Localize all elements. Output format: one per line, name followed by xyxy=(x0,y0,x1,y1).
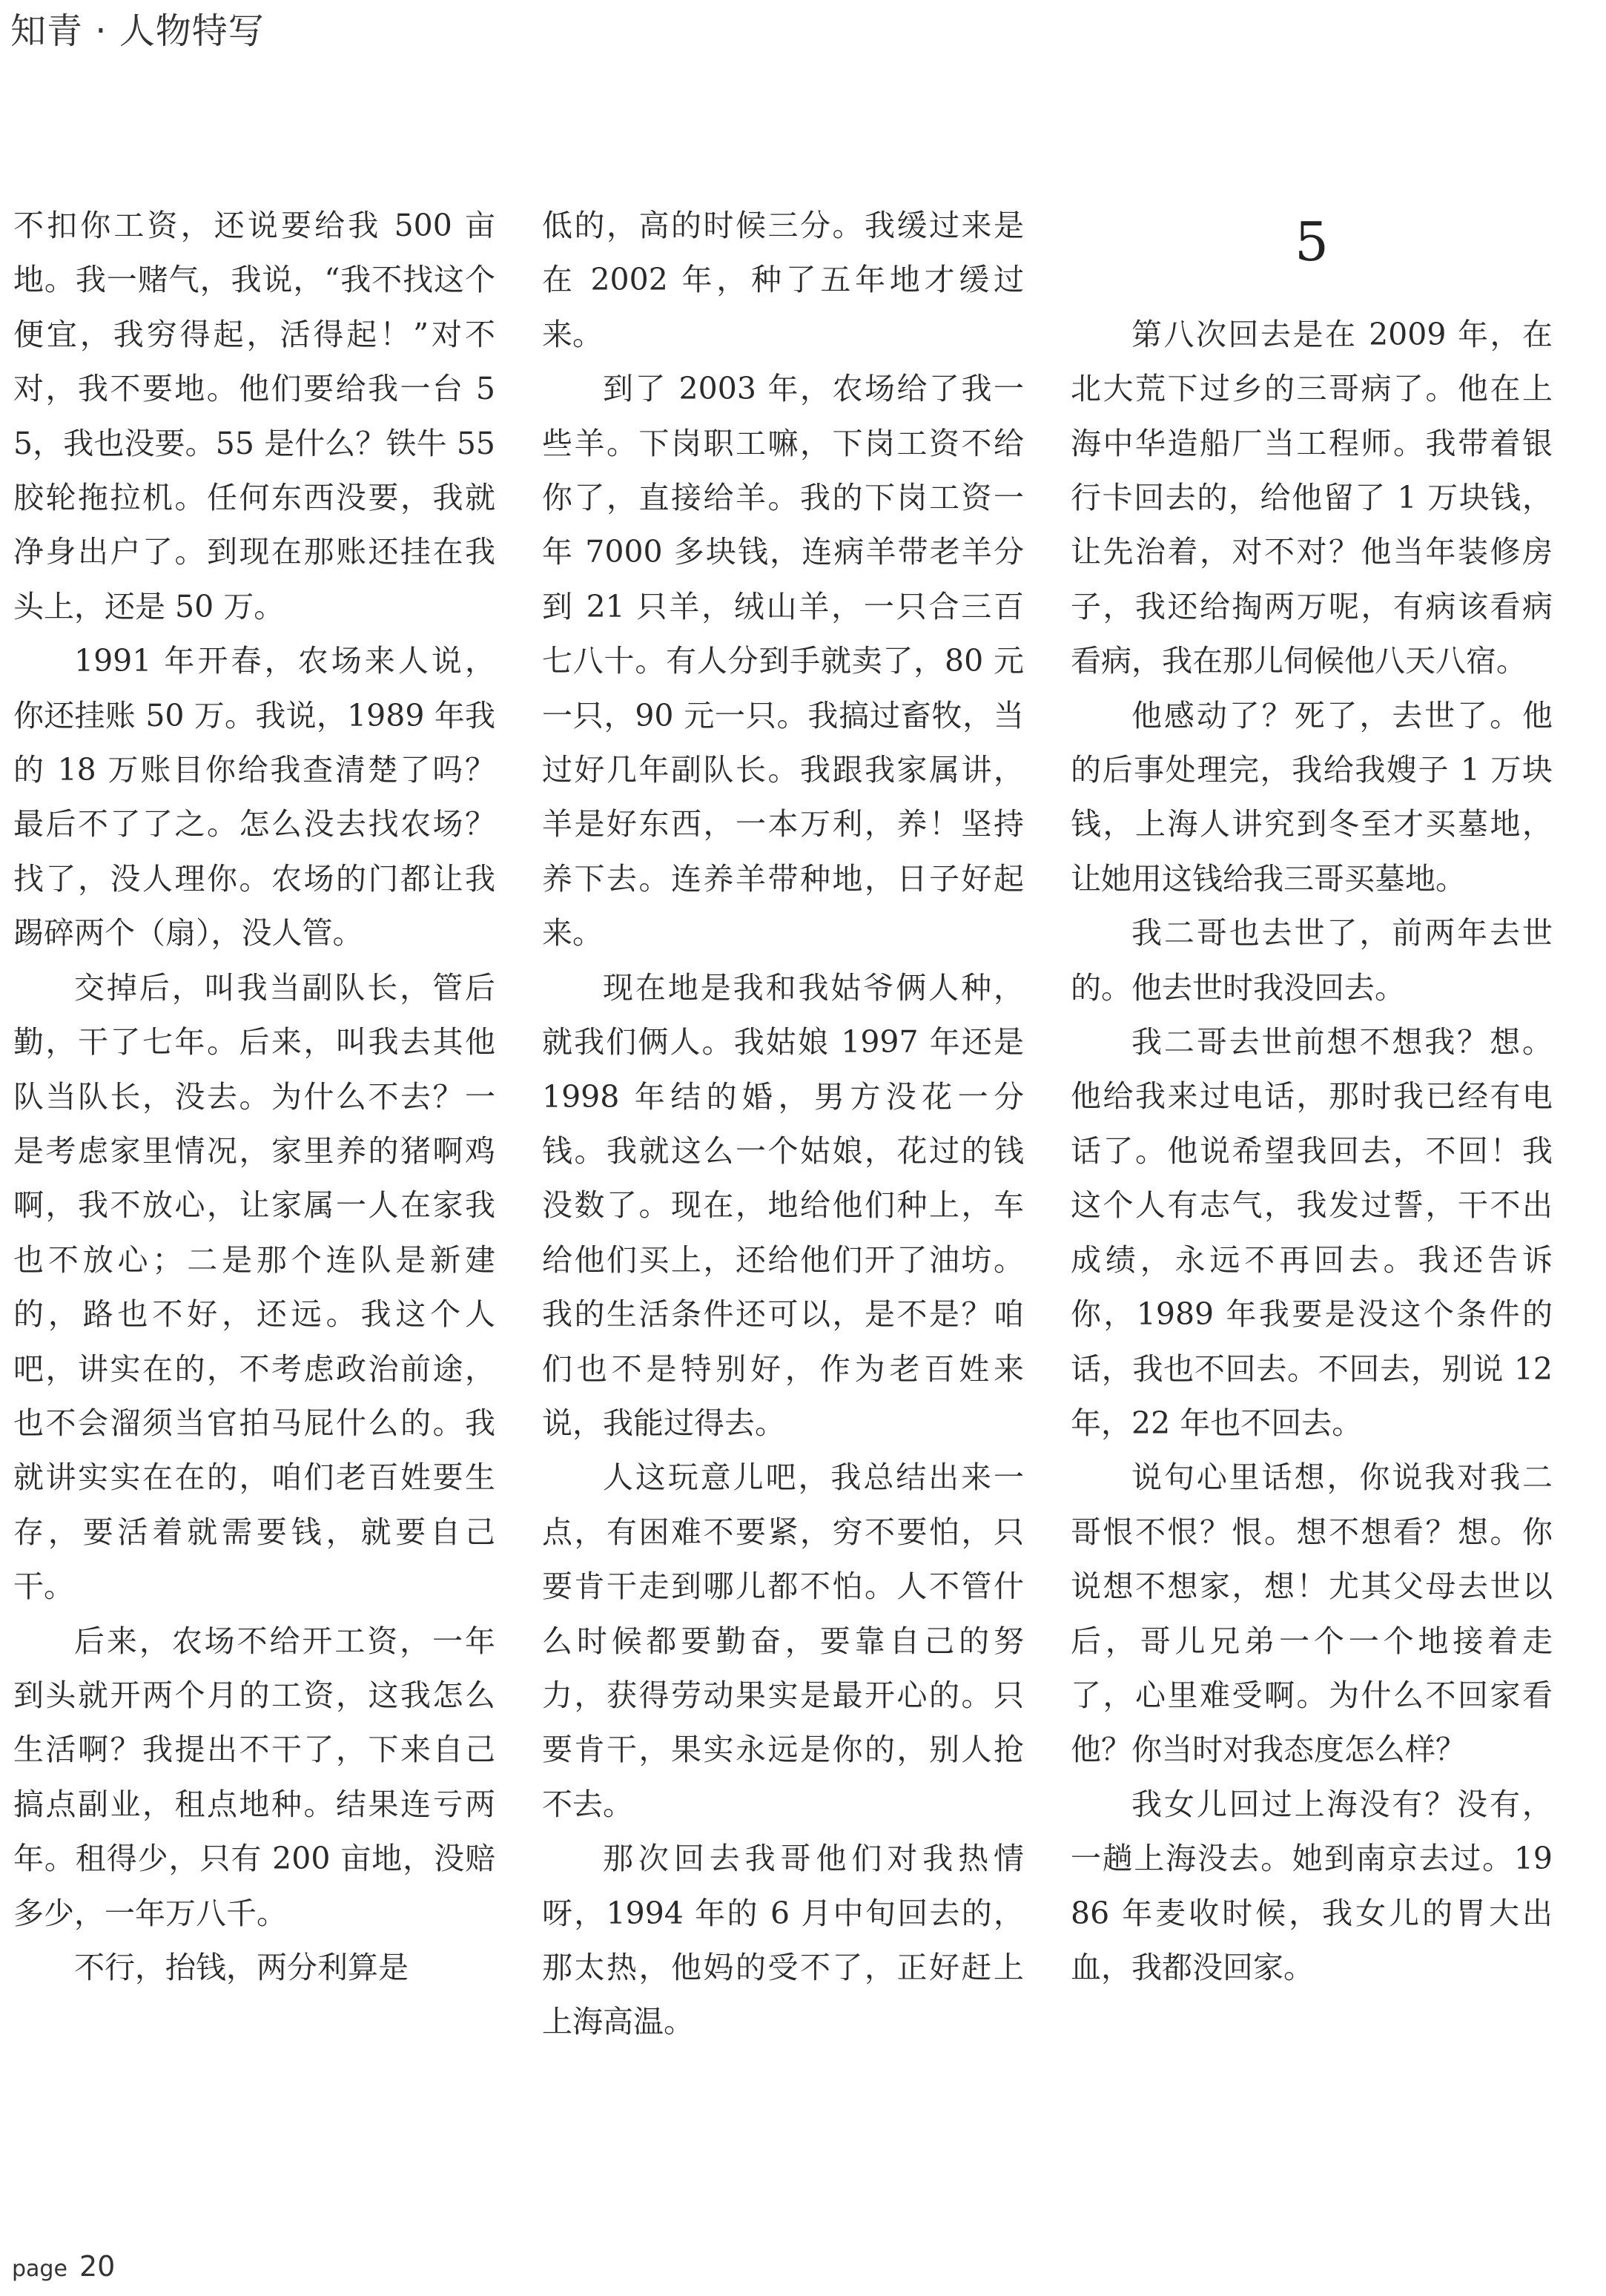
section-number: 5 xyxy=(1295,211,1329,273)
paragraph: 交掉后，叫我当副队长，管后勤，干了七年。后来，叫我去其他队当队长，没去。为什么不去？一是考虑家里情况，家里养的猪啊鸡啊，我不放心，让家属一人在家我也不放心；二是那个连队是新建的，路也不好，还远。我这个人吧，讲实在的，不考虑政治前途，也不会溜须当官拍马屁什么的。我就讲实实在在的，咱们老百姓要生存，要活着就需要钱，就要自己干。 xyxy=(13,969,495,1605)
page-number: 20 xyxy=(79,2250,116,2283)
paragraph: 我女儿回过上海没有？没有，一趟上海没去。她到南京去过。1986 年麦收时候，我女儿的胃大出血，我都没回家。 xyxy=(1071,1786,1553,1985)
paragraph: 那次回去我哥他们对我热情呀，1994 年的 6 月中旬回去的，那太热，他妈的受不了，正好赶上上海高温。 xyxy=(542,1841,1024,2040)
paragraph: 后来，农场不给开工资，一年到头就开两个月的工资，这我怎么生活啊？我提出不干了，下来自己搞点副业，租点地种。结果连亏两年。租得少，只有 200 亩地，没赔多少，一年万八千。 xyxy=(13,1623,495,1931)
paragraph: 不行，抬钱，两分利算是 xyxy=(74,1950,409,1985)
page-footer xyxy=(12,2250,115,2283)
text-column-2 xyxy=(542,199,1024,2201)
paragraph: 1991 年开春，农场来人说，你还挂账 50 万。我说，1989 年我的 18 万账目你给我查清楚了吗？最后不了了之。怎么没去找农场？找了，没人理你。农场的门都让我踢碎两个（扇），没人管。 xyxy=(13,643,495,951)
text-column-1 xyxy=(13,199,495,2201)
paragraph: 不扣你工资，还说要给我 500 亩地。我一赌气，我说，“我不找这个便宜，我穷得起，活得起！”对不对，我不要地。他们要给我一台 55，我也没要。55 是什么？铁牛 55 胶轮拖拉机。任何东西没要，我就净身出户了。到现在那账还挂在我头上，还是 50 万。 xyxy=(13,208,495,624)
paragraph: 低的，高的时候三分。我缓过来是在 2002 年，种了五年地才缓过来。 xyxy=(542,208,1024,352)
paragraph: 第八次回去是在 2009 年，在北大荒下过乡的三哥病了。他在上海中华造船厂当工程师。我带着银行卡回去的，给他留了 1 万块钱，让先治着，对不对？他当年装修房子，我还给掏两万呢，有病该看病看病，我在那儿伺候他八天八宿。 xyxy=(1071,316,1553,679)
paragraph: 到了 2003 年，农场给了我一些羊。下岗职工嘛，下岗工资不给你了，直接给羊。我的下岗工资一年 7000 多块钱，连病羊带老羊分到 21 只羊，绒山羊，一只合三百七八十。有人分到手就卖了，80 元一只，90 元一只。我搞过畜牧，当过好几年副队长。我跟我家属讲，羊是好东西，一本万利，养！坚持养下去。连养羊带种地，日子好起来。 xyxy=(542,371,1024,951)
paragraph: 他感动了？死了，去世了。他的后事处理完，我给我嫂子 1 万块钱，上海人讲究到冬至才买墓地，让她用这钱给我三哥买墓地。 xyxy=(1071,697,1553,897)
paragraph: 说句心里话想，你说我对我二哥恨不恨？恨。想不想看？想。你说想不想家，想！尤其父母去世以后，哥儿兄弟一个一个地接着走了，心里难受啊。为什么不回家看他？你当时对我态度怎么样？ xyxy=(1071,1459,1553,1768)
paragraph: 现在地是我和我姑爷俩人种，就我们俩人。我姑娘 1997 年还是 1998 年结的婚，男方没花一分钱。我就这么一个姑娘，花过的钱没数了。现在，地给他们种上，车给他们买上，还给他们开了油坊。我的生活条件还可以，是不是？咱们也不是特别好，作为老百姓来说，我能过得去。 xyxy=(542,969,1024,1441)
paragraph: 人这玩意儿吧，我总结出来一点，有困难不要紧，穷不要怕，只要肯干走到哪儿都不怕。人不管什么时候都要勤奋，要靠自己的努力，获得劳动果实是最开心的。只要肯干，果实永远是你的，别人抢不去。 xyxy=(542,1459,1024,1822)
text-column-3 xyxy=(1071,199,1553,2201)
running-header: 知青 · 人物特写 xyxy=(10,10,265,52)
paragraph: 我二哥去世前想不想我？想。他给我来过电话，那时我已经有电话了。他说希望我回去，不回！我这个人有志气，我发过誓，干不出成绩，永远不再回去。我还告诉你，1989 年我要是没这个条件的话，我也不回去。不回去，别说 12 年，22 年也不回去。 xyxy=(1071,1024,1553,1441)
paragraph: 我二哥也去世了，前两年去世的。他去世时我没回去。 xyxy=(1071,915,1553,1006)
page-label: page xyxy=(12,2256,67,2282)
